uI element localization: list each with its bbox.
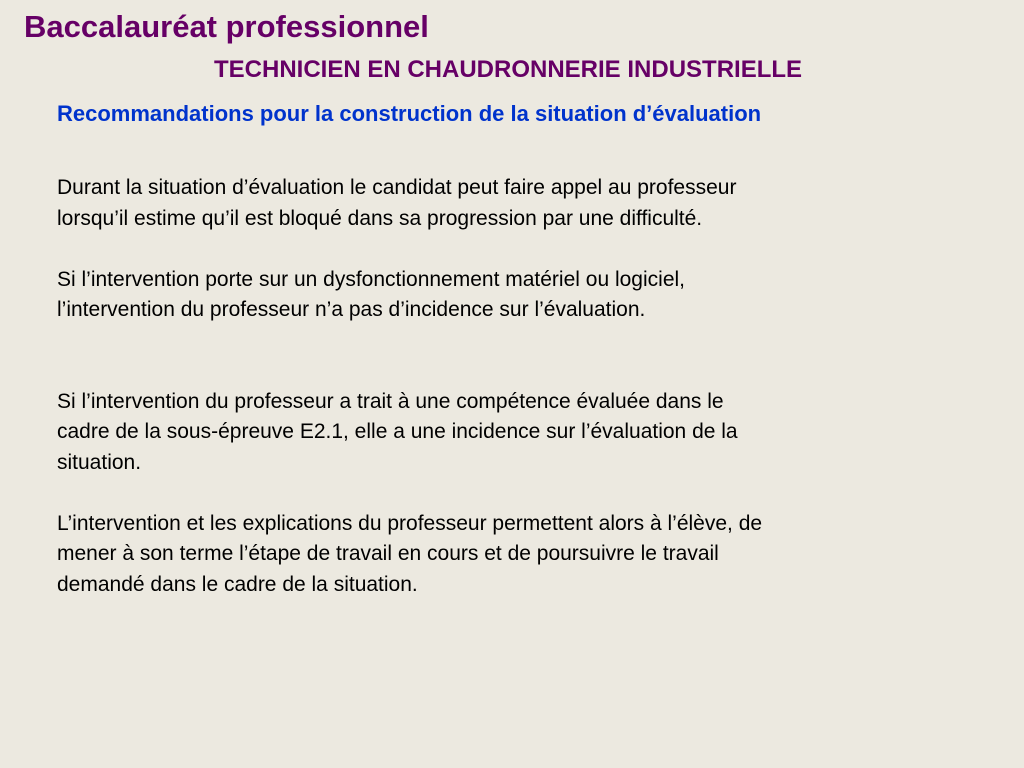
paragraph-spacer bbox=[57, 478, 957, 509]
paragraph-1 bbox=[57, 173, 957, 234]
paragraph-3 bbox=[57, 387, 957, 479]
paragraph-line: L’intervention et les explications du professeur permettent alors à l’élève, de bbox=[57, 511, 763, 535]
paragraph-line: Si l’intervention porte sur un dysfonctionnement matériel ou logiciel, bbox=[57, 267, 686, 291]
paragraph-line: demandé dans le cadre de la situation. bbox=[57, 572, 418, 596]
paragraph-line: situation. bbox=[57, 450, 142, 474]
paragraph-2 bbox=[57, 265, 957, 326]
paragraph-4 bbox=[57, 509, 957, 601]
paragraph-line: cadre de la sous-épreuve E2.1, elle a une incidence sur l’évaluation de la bbox=[57, 420, 738, 443]
paragraph-line: Durant la situation d’évaluation le candidat peut faire appel au professeur bbox=[57, 176, 737, 199]
paragraph-line: Si l’intervention du professeur a trait à une compétence évaluée dans le bbox=[57, 389, 724, 413]
slide-subtitle: TECHNICIEN EN CHAUDRONNERIE INDUSTRIELLE bbox=[214, 56, 803, 83]
paragraph-line: mener à son terme l’étape de travail en cours et de poursuivre le travail bbox=[57, 542, 719, 565]
paragraph-line: lorsqu’il estime qu’il est bloqué dans sa progression par une difficulté. bbox=[57, 206, 703, 230]
section-heading: Recommandations pour la construction de la situation d’évaluation bbox=[57, 101, 762, 126]
slide-body bbox=[57, 173, 957, 600]
paragraph-spacer bbox=[57, 326, 957, 387]
paragraph-spacer bbox=[57, 234, 957, 265]
slide-title: Baccalauréat professionnel bbox=[24, 9, 429, 44]
paragraph-line: l’intervention du professeur n’a pas d’incidence sur l’évaluation. bbox=[57, 298, 646, 321]
